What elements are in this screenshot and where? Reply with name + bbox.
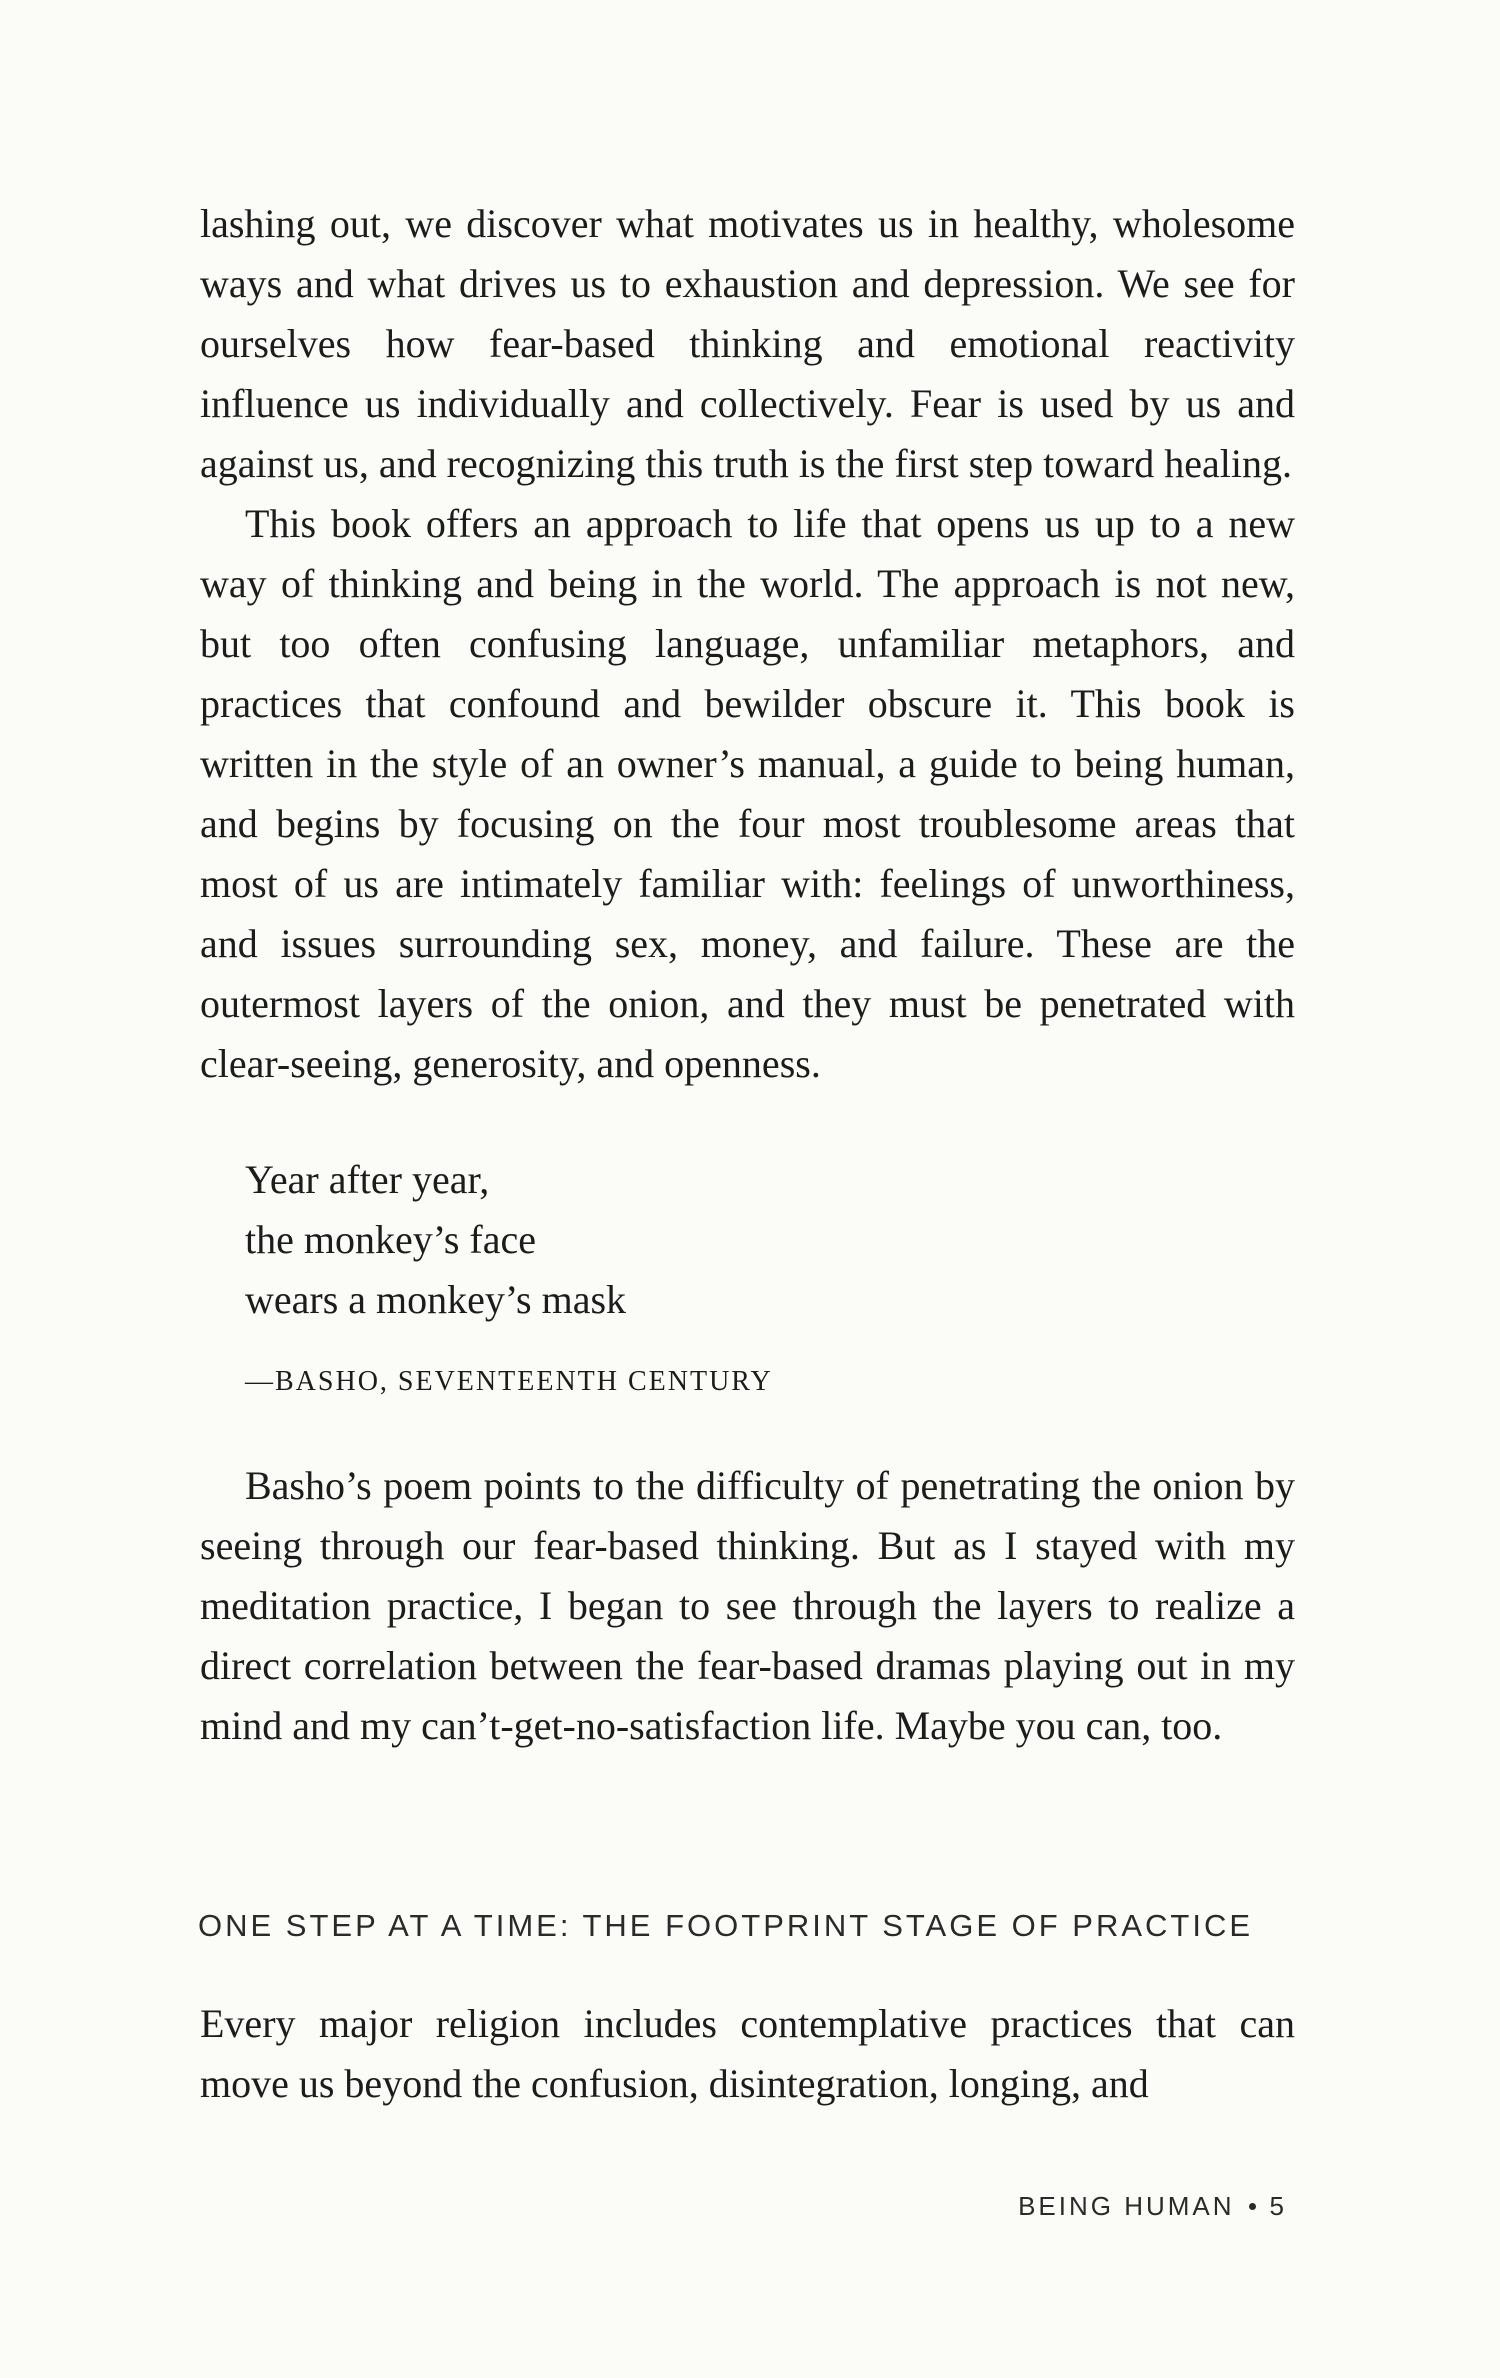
running-title: BEING HUMAN [1018, 2191, 1235, 2221]
poem-line-3: wears a monkey’s mask [245, 1277, 627, 1322]
paragraph-religion: Every major religion includes contemplative practices that can move us beyond the confusion, disintegration, longing, and [200, 2001, 1295, 2106]
bullet-separator [1249, 2203, 1256, 2210]
paragraph-basho: Basho’s poem points to the difficulty of penetrating the onion by seeing through our fear-based thinking. But as I stayed with my meditation practice, I began to see through the layers to realize a direct correlation between the fear-based dramas playing out in my mind and my can’t-get-no-satisfaction life. Maybe you can, too. [200, 1463, 1295, 1748]
poem-line-1: Year after year, [245, 1157, 490, 1202]
body-text-bottom [200, 1994, 1295, 2114]
paragraph-book-approach: This book offers an approach to life that opens us up to a new way of thinking and being in the world. The approach is not new, but too often confusing language, unfamiliar metaphors, and practices that confound and bewilder obscure it. This book is written in the style of an owner’s manual, a guide to being human, and begins by focusing on the four most troublesome areas that most of us are intimately familiar with: feelings of unworthiness, and issues surrounding sex, money, and failure. These are the outermost layers of the onion, and they must be penetrated with clear-seeing, generosity, and openness. [200, 501, 1295, 1086]
page-number: 5 [1269, 2191, 1287, 2221]
epigraph-poem [245, 1150, 626, 1330]
page-footer [1018, 2191, 1287, 2222]
body-text-top [200, 194, 1295, 1094]
poem-attribution: —BASHO, SEVENTEENTH CENTURY [245, 1366, 773, 1397]
section-heading: ONE STEP AT A TIME: THE FOOTPRINT STAGE OF PRACTICE [198, 1908, 1254, 1943]
poem-line-2: the monkey’s face [245, 1217, 536, 1262]
body-text-middle [200, 1456, 1295, 1756]
paragraph-continuation: lashing out, we discover what motivates us in healthy, wholesome ways and what drives us to exhaustion and depression. We see for ourselves how fear-based thinking and emotional reactivity influence us individually and collectively. Fear is used by us and against us, and recognizing this truth is the first step toward healing. [200, 201, 1295, 486]
